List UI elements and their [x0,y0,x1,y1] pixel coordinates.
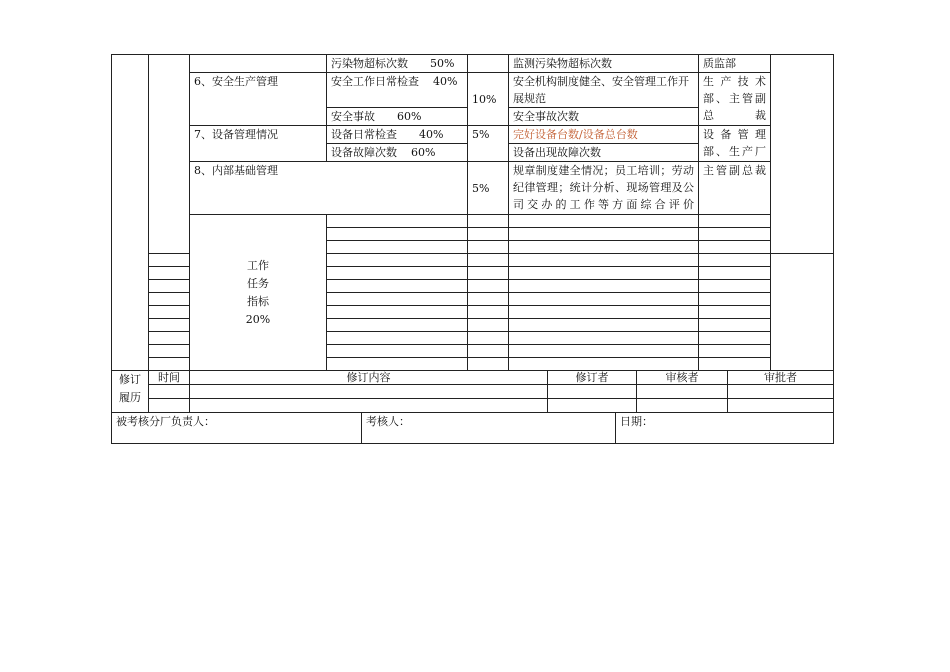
equipment-daily-check: 设备日常检查 40% [327,126,468,144]
kpi-table [111,54,834,371]
equipment-dept: 设备管理部、生产厂 [699,126,771,162]
equipment-weight: 5% [468,126,509,162]
empty-cell [468,55,509,73]
safety-weight: 10% [468,73,509,126]
work-task-label: 工作 任务 指标 20% [190,215,327,371]
outer-category-cell [112,55,149,371]
blank-row-cell [149,280,190,293]
blank-row-cell [149,358,190,371]
revision-blank-cell [149,399,190,413]
empty-cell [771,55,834,254]
internal-dept: 主管副总裁 [699,162,771,215]
blank-row-cell [149,254,190,267]
blank-row-cell [149,345,190,358]
safety-metric-1: 安全机构制度健全、安全管理工作开展规范 [509,73,699,108]
equipment-fault-count: 设备故障次数 60% [327,144,468,162]
assessee-signature: 被考核分厂负责人： [112,413,362,444]
empty-cell [190,55,327,73]
safety-daily-check: 安全工作日常检查 40% [327,73,468,108]
equipment-category: 7、设备管理情况 [190,126,327,162]
revision-content-header: 修订内容 [190,371,548,385]
signature-table [111,412,834,444]
assessment-form [111,54,833,444]
revision-history-label: 修订 履历 [112,371,149,413]
reviser-header: 修订者 [548,371,637,385]
pollution-item: 污染物超标次数 50% [327,55,468,73]
equipment-metric-2: 设备出现故障次数 [509,144,699,162]
revision-blank-cell [149,385,190,399]
equipment-metric-1: 完好设备台数/设备总台数 [509,126,699,144]
blank-row-cell [149,332,190,345]
blank-row-cell [327,215,468,228]
date-field: 日期： [616,413,834,444]
blank-row-cell [327,241,468,254]
revision-history-table [111,370,834,413]
blank-row-cell [149,267,190,280]
blank-row-cell [149,306,190,319]
safety-metric-2: 安全事故次数 [509,108,699,126]
internal-weight: 5% [468,162,509,215]
internal-metric: 规章制度建全情况；员工培训；劳动纪律管理；统计分析、现场管理及公司交办的工作等方面综合评价 [509,162,699,215]
key-indicator-cell [149,55,190,254]
blank-row-cell [149,293,190,306]
assessor-signature: 考核人： [362,413,616,444]
revision-time-header: 时间 [149,371,190,385]
safety-category: 6、安全生产管理 [190,73,327,126]
blank-row-cell [149,319,190,332]
reviewer-header: 审核者 [637,371,728,385]
safety-accident: 安全事故 60% [327,108,468,126]
blank-row-cell [327,228,468,241]
pollution-dept: 质监部 [699,55,771,73]
internal-category: 8、内部基础管理 [190,162,468,215]
pollution-metric: 监测污染物超标次数 [509,55,699,73]
approver-header: 审批者 [728,371,834,385]
safety-dept: 生产技术部、主管副总裁 [699,73,771,126]
